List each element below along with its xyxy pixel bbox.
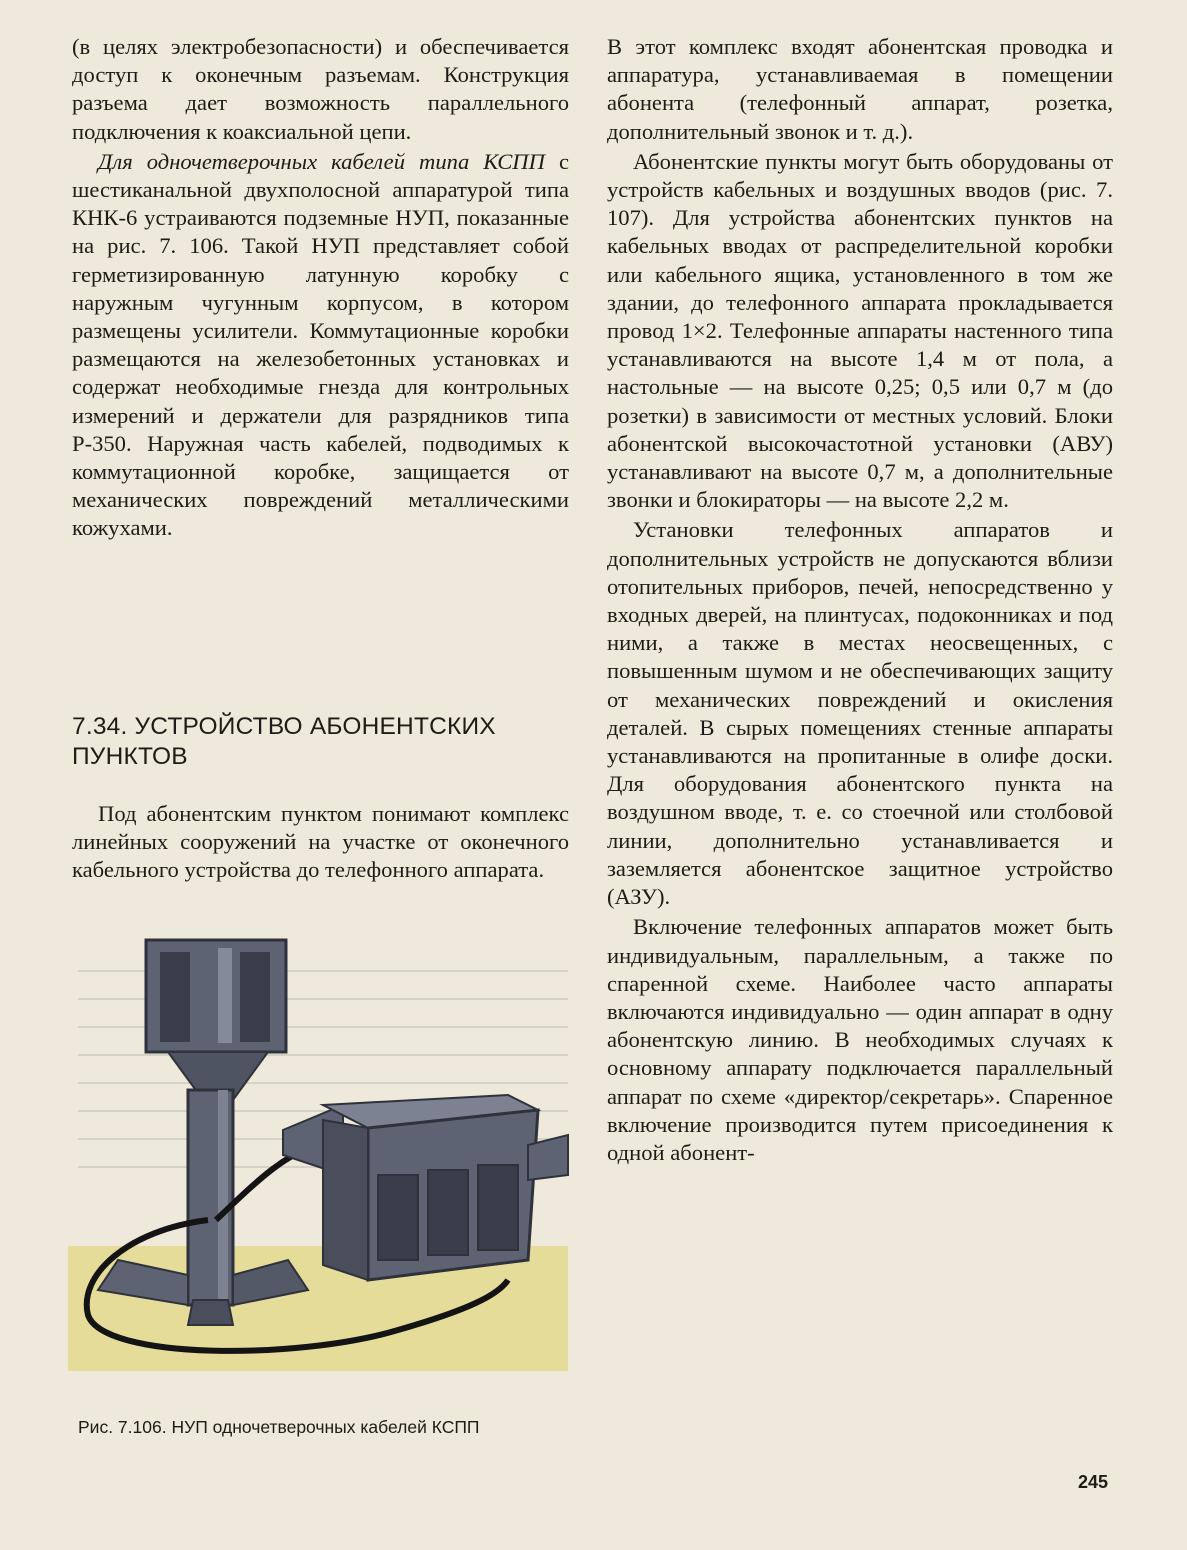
nup-drawing [68, 930, 573, 1395]
left-paragraph-2 [72, 148, 569, 543]
section-paragraph: Под абонентским пунктом понимают комплекс линейных сооружений на участке от оконечного кабельного устройства до телефонного аппарата. [72, 801, 569, 883]
left-paragraph-1: (в целях электробезопасности) и обеспечивается доступ к оконечным разъемам. Конструкция разъема дает возможность параллельного подключения к коаксиальной цепи. [72, 34, 569, 144]
figure-nup-illustration [68, 930, 573, 1395]
right-paragraph-3: Установки телефонных аппаратов и дополнительных устройств не допускаются вблизи отопительных приборов, печей, непосредственно у входных дверей, на плинтусах, подоконниках и под ними, а также в местах неосвещенных, с повышенным шумом и не обеспечивающих защиту от механических повреждений и окисления деталей. В сырых помещениях стенные аппараты устанавливаются на пропитанные в олифе доски. Для оборудования абонентского пункта на воздушном вводе, т. е. со стоечной или столбовой линии, дополнительно устанавливается и заземляется абонентское защитное устройство (АЗУ). [607, 517, 1113, 910]
right-paragraph-2: Абонентские пункты могут быть оборудованы от устройств кабельных и воздушных вводов (рис. 7. 107). Для устройства абонентских пунктов на кабельных вводах от распределительной коробки или кабельного ящика, установленного в том же здании, до телефонного аппарата прокладывается провод 1×2. Телефонные аппараты настенного типа устанавливаются на высоте 1,4 м от пола, а настольные — на высоте 0,25; 0,5 или 0,7 м (до розетки) в зависимости от местных условий. Блоки абонентской высокочастотной установки (АВУ) устанавливают на высоте 0,7 м, а дополнительные звонки и блокираторы — на высоте 2,2 м. [607, 148, 1113, 513]
section-title: 7.34. УСТРОЙСТВО АБОНЕНТСКИХ ПУНКТОВ [72, 713, 496, 770]
page-number: 245 [1078, 1472, 1109, 1492]
cable-type-italic: Для одночетверочных кабелей типа КСПП [98, 148, 545, 174]
right-paragraph-4: Включение телефонных аппаратов может быть индивидуальным, параллельным, а также по спаренной схеме. Наиболее часто аппараты включаются индивидуально — один аппарат в одну абонентскую линию. В необходимых случаях к основному аппарату подключается параллельный аппарат по схеме «директор/секретарь». Спаренное включение производится путем присоединения к одной абонент- [607, 914, 1113, 1165]
figure-caption: Рис. 7.106. НУП одночетверочных кабелей КСПП [78, 1417, 480, 1437]
right-paragraph-1: В этот комплекс входят абонентская проводка и аппаратура, устанавливаемая в помещении абонента (телефонный аппарат, розетка, дополнительный звонок и т. д.). [607, 34, 1113, 144]
section-body [72, 800, 569, 885]
left-paragraph-2-text: с шестиканальной двухполосной аппаратурой типа КНК-6 устраиваются подземные НУП, показанные на рис. 7. 106. Такой НУП представляет собой герметизированную латунную коробку с наружным чугунным корпусом, в котором размещены усилители. Коммутационные коробки размещаются на железобетонных установках и содержат необходимые гнезда для контрольных измерений и держатели для разрядников типа Р-350. Наружная часть кабелей, подводимых к коммутационной коробке, защищается от механических повреждений металлическими кожухами. [72, 148, 569, 541]
left-column [72, 33, 569, 543]
stand-post [98, 940, 308, 1325]
amplifier-box [283, 1095, 568, 1280]
right-column [607, 33, 1113, 1167]
